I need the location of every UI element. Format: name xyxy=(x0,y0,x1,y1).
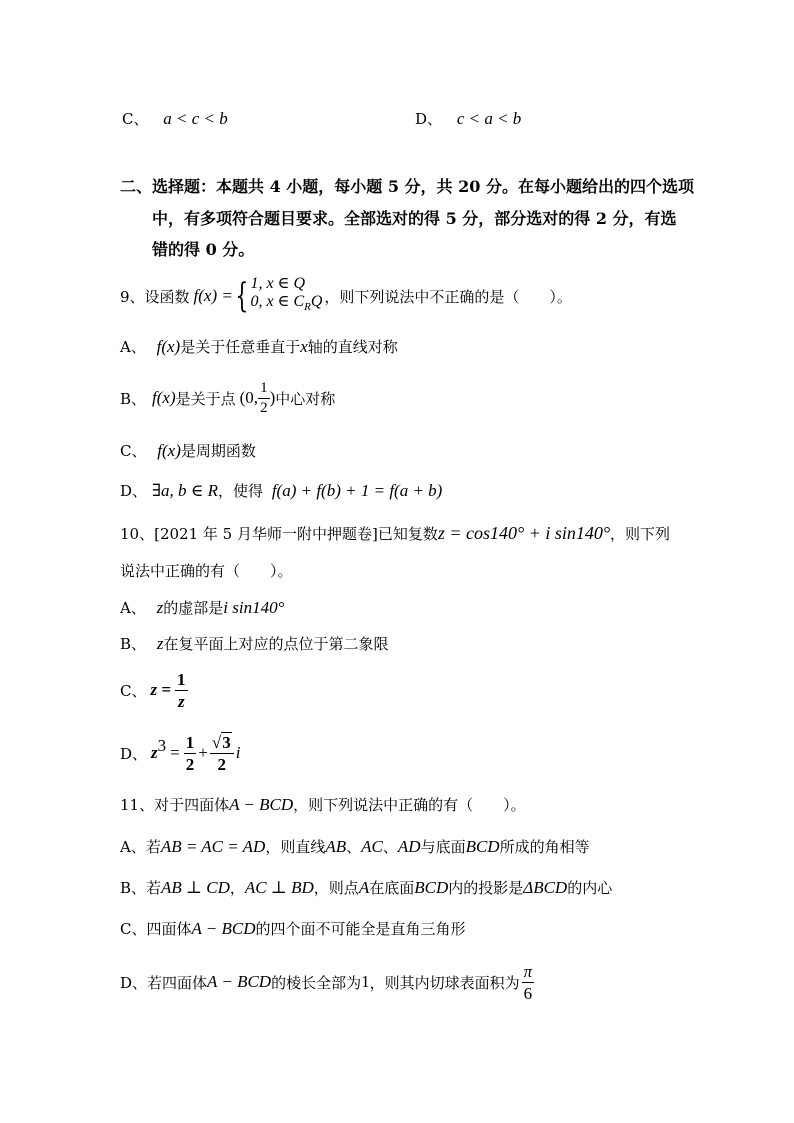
question-10-stem-line2: 说法中正确的有（ ）。 xyxy=(120,562,293,580)
question-text: 10、[2021 年 5 月华师一附中押题卷]已知复数 xyxy=(120,525,438,543)
fraction-numerator: 1 xyxy=(185,732,195,752)
fraction xyxy=(258,381,270,416)
math-expression: AC ⊥ BD xyxy=(244,878,314,897)
question-text: ，则下列说法中不正确的是（ ）。 xyxy=(324,287,572,306)
option-text: 的四个面不可能全是直角三角形 xyxy=(255,920,466,938)
option-label: B、 xyxy=(120,635,147,653)
fraction-denominator: 6 xyxy=(523,983,533,1003)
fraction-denominator: z xyxy=(177,691,185,711)
option-text: 与底面 xyxy=(420,838,466,856)
case-2 xyxy=(251,293,323,316)
option-label: C、 xyxy=(122,110,149,128)
question-11-option-c xyxy=(120,918,466,939)
fraction xyxy=(210,734,234,773)
case-2-main: 0, x ∈ C xyxy=(250,293,305,311)
option-label: D、 xyxy=(120,744,148,763)
radicand: 3 xyxy=(222,732,231,752)
fraction-numerator xyxy=(210,734,234,754)
math-expression: (0, xyxy=(239,388,259,407)
piecewise-cases xyxy=(251,275,323,316)
option-text: ， xyxy=(229,879,245,897)
option-text: A、若 xyxy=(120,838,161,856)
option-text: 在底面 xyxy=(369,879,415,897)
math-expression: AC xyxy=(361,837,383,856)
question-9-option-d xyxy=(120,480,442,501)
math-expression: f(x) xyxy=(156,337,181,356)
question-11-stem xyxy=(120,794,526,815)
math-expression: ) xyxy=(269,388,276,407)
question-10-option-d xyxy=(120,728,240,778)
option-text: ，则其内切球表面积为 xyxy=(369,973,520,992)
fraction xyxy=(175,671,188,710)
option-label: C、 xyxy=(120,681,147,700)
case-2-set: Q xyxy=(310,293,323,311)
math-expression: A xyxy=(358,878,370,897)
exponent: 3 xyxy=(157,736,167,755)
question-11-option-a xyxy=(120,836,590,857)
math-expression: A − BCD xyxy=(191,919,256,938)
math-expression: f(a) + f(b) + 1 = f(a + b) xyxy=(271,481,443,500)
math-operator: = xyxy=(170,743,180,762)
option-text: C、四面体 xyxy=(120,920,192,938)
math-variable: z xyxy=(156,634,164,653)
option-text: 的虚部是 xyxy=(163,599,224,617)
brace-icon: { xyxy=(235,276,249,316)
sqrt-icon: √ xyxy=(211,732,222,752)
math-expression: AD xyxy=(397,837,421,856)
math-variable: z xyxy=(156,598,164,617)
section-heading-line3: 错的得 0 分。 xyxy=(152,240,255,259)
math-expression: ΔBCD xyxy=(523,878,568,897)
question-text: 11、对于四面体 xyxy=(120,796,230,814)
math-expression: A − BCD xyxy=(207,972,272,991)
option-text: 在复平面上对应的点位于第二象限 xyxy=(163,635,389,653)
option-text: ，则点 xyxy=(313,879,359,897)
option-text: 轴的直线对称 xyxy=(307,338,398,356)
option-label: C、 xyxy=(120,442,147,460)
option-text: 是关于点 xyxy=(175,389,236,408)
option-text: ，则直线 xyxy=(265,838,326,856)
question-9-stem xyxy=(120,275,572,316)
fraction-numerator: 1 xyxy=(258,381,270,399)
math-expression: ∃a, b ∈ R xyxy=(151,481,219,500)
math-expression: f(x) xyxy=(157,441,181,460)
case-1: 1, x ∈ Q xyxy=(250,275,305,293)
option-label: A、 xyxy=(120,338,146,356)
option-text: 是周期函数 xyxy=(180,442,256,460)
math-expression: AB = AC = AD xyxy=(160,837,266,856)
option-label: D、 xyxy=(120,482,148,500)
option-text: 是关于任意垂直于 xyxy=(180,338,301,356)
question-11-option-b xyxy=(120,877,612,898)
option-text: D、若四面体 xyxy=(120,973,208,992)
math-expression: AB ⊥ CD xyxy=(161,878,230,897)
math-variable: i xyxy=(235,743,241,762)
math-expression: c < a < b xyxy=(456,109,522,128)
option-text: 的棱长全部为 xyxy=(271,973,362,992)
question-10-option-a xyxy=(120,597,284,618)
function-expression: f(x) = xyxy=(193,286,233,305)
question-text: ，则下列说法中正确的有（ ）。 xyxy=(293,796,526,814)
fraction-numerator: 1 xyxy=(177,669,186,689)
question-10-stem xyxy=(120,523,670,544)
option-text: 所成的角相等 xyxy=(499,838,590,856)
option-text: B、若 xyxy=(120,879,162,897)
math-expression: AB xyxy=(325,837,347,856)
math-operator: + xyxy=(198,743,208,762)
math-expression: 1 xyxy=(361,972,370,991)
question-10-option-b xyxy=(120,633,388,654)
math-expression: BCD xyxy=(465,837,500,856)
math-expression: a < c < b xyxy=(163,109,228,128)
section-heading-line1: 二、选择题：本题共 4 小题，每小题 5 分，共 20 分。在每小题给出的四个选项 xyxy=(120,177,694,196)
math-expression: i sin140° xyxy=(223,598,285,617)
math-expression: f(x) xyxy=(152,388,176,407)
question-9-option-c xyxy=(120,440,256,461)
option-text: 中心对称 xyxy=(275,389,336,408)
option-label: D、 xyxy=(415,110,443,128)
question-10-option-c xyxy=(120,666,188,714)
option-text: ，使得 xyxy=(218,482,264,500)
prev-option-d xyxy=(415,108,521,129)
section-heading-line2: 中，有多项符合题目要求。全部选对的得 5 分，部分选对的得 2 分，有选 xyxy=(152,209,677,228)
fraction xyxy=(184,734,197,773)
fraction-denominator: 2 xyxy=(185,754,195,774)
case-2-subscript: R xyxy=(304,301,311,314)
prev-option-c xyxy=(122,108,228,129)
question-text: ，则下列 xyxy=(610,525,671,543)
option-text: 内的投影是 xyxy=(448,879,524,897)
fraction-denominator: 2 xyxy=(217,754,227,774)
math-expression: z = xyxy=(150,680,172,699)
option-text: 、 xyxy=(382,838,398,856)
option-label: B、 xyxy=(120,389,147,408)
option-text: 、 xyxy=(346,838,362,856)
question-9-option-a xyxy=(120,336,398,357)
math-variable: x xyxy=(300,337,308,356)
option-text: 的内心 xyxy=(567,879,613,897)
math-expression: A − BCD xyxy=(229,795,294,814)
fraction-numerator: π xyxy=(523,961,533,981)
question-9-option-b xyxy=(120,380,335,416)
math-expression: BCD xyxy=(414,878,449,897)
math-expression: z = cos140° + i sin140° xyxy=(437,523,611,543)
math-variable: z xyxy=(151,743,158,762)
question-text: 9、设函数 xyxy=(120,287,190,306)
fraction xyxy=(522,963,535,1002)
option-label: A、 xyxy=(120,599,146,617)
question-11-option-d xyxy=(120,956,534,1008)
fraction-denominator: 2 xyxy=(260,399,268,416)
